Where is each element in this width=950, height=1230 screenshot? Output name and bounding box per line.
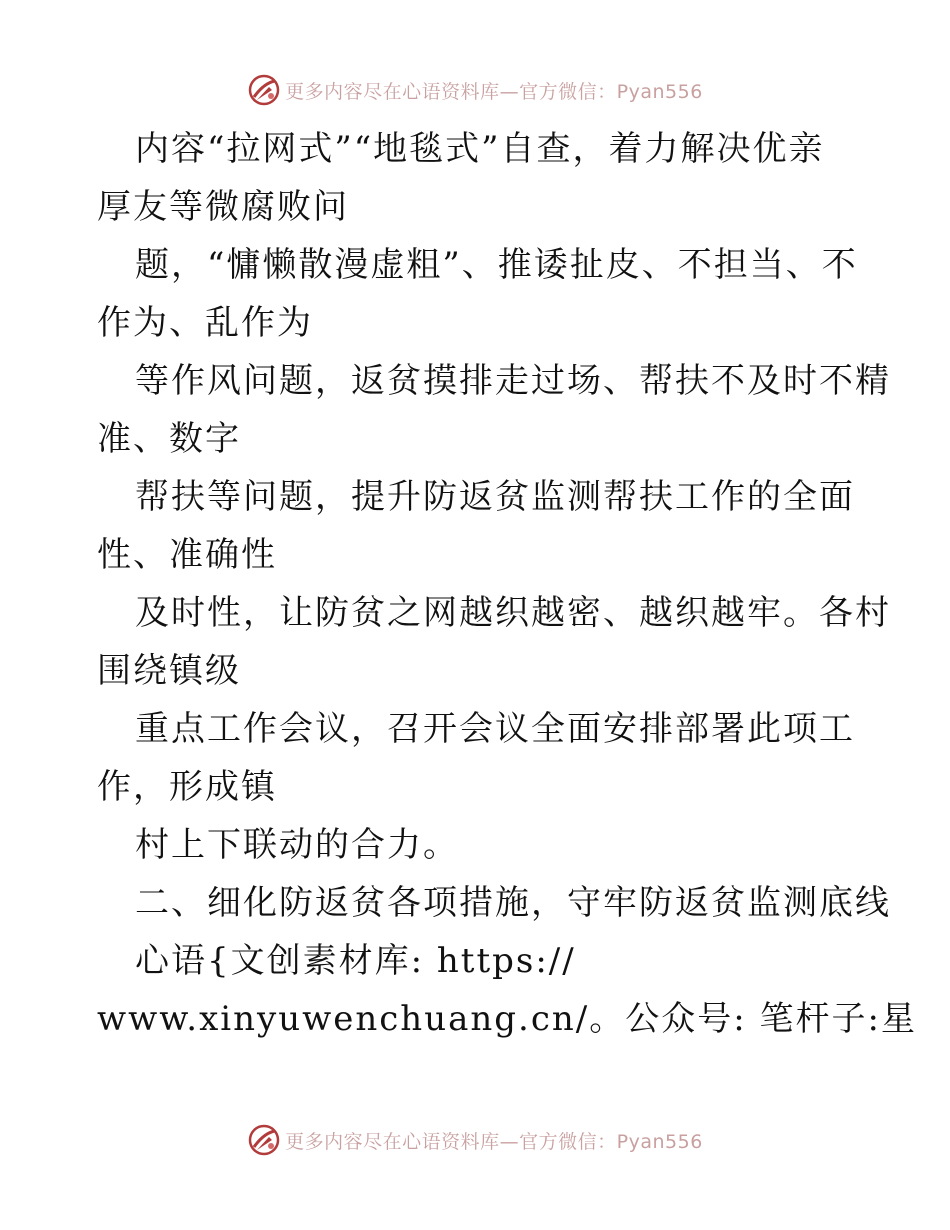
body-line: 围绕镇级 xyxy=(97,651,241,691)
document-body xyxy=(97,120,917,1048)
body-line: 村上下联动的合力。 xyxy=(135,825,459,865)
body-line: 作为、乱作为 xyxy=(97,303,313,343)
body-line: 等作风问题，返贫摸排走过场、帮扶不及时不精 xyxy=(135,361,891,401)
section-heading: 二、细化防返贫各项措施，守牢防返贫监测底线 xyxy=(135,883,891,923)
body-line: 心语{文创素材库: https:// xyxy=(135,941,576,981)
body-line: 准、数字 xyxy=(97,419,241,459)
header-banner-text: 更多内容尽在心语资料库—官方微信：Pyan556 xyxy=(285,80,703,103)
footer-banner-text: 更多内容尽在心语资料库—官方微信：Pyan556 xyxy=(285,1130,703,1153)
body-line: 题，“慵懒散漫虚粗”、推诿扯皮、不担当、不 xyxy=(135,245,858,285)
body-line: 重点工作会议，召开会议全面安排部署此项工 xyxy=(135,709,855,749)
header-banner xyxy=(0,70,950,110)
body-line: 及时性，让防贫之网越织越密、越织越牢。各村 xyxy=(135,593,891,633)
body-line: 帮扶等问题，提升防返贫监测帮扶工作的全面 xyxy=(135,477,855,517)
body-line: 性、准确性 xyxy=(97,535,277,575)
footer-banner xyxy=(0,1120,950,1160)
body-line: 厚友等微腐败问 xyxy=(97,187,349,227)
logo-icon xyxy=(247,1123,281,1157)
logo-icon xyxy=(247,73,281,107)
body-line: www.xinyuwenchuang.cn/。公众号: 笔杆子:星 xyxy=(97,999,917,1039)
body-line: 作，形成镇 xyxy=(97,767,277,807)
body-line: 内容“拉网式”“地毯式”自查，着力解决优亲 xyxy=(135,129,825,169)
